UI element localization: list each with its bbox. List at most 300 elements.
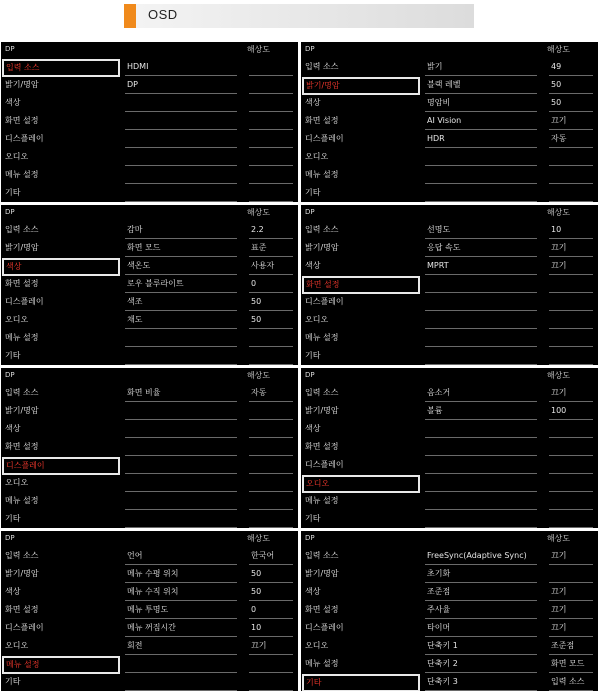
setting-value[interactable] xyxy=(549,95,593,112)
resolution-label: 해상도 xyxy=(546,534,570,543)
setting-value[interactable] xyxy=(249,638,293,655)
setting-value-text xyxy=(549,514,551,523)
menu-row xyxy=(1,222,298,240)
menu-item[interactable]: 색상 xyxy=(305,424,321,433)
menu-row xyxy=(1,602,298,620)
submenu-label: 화면 모드 xyxy=(127,243,161,252)
submenu-item[interactable] xyxy=(425,457,537,474)
submenu-item[interactable] xyxy=(425,584,537,601)
setting-value-text xyxy=(249,62,251,71)
setting-value[interactable] xyxy=(549,493,593,510)
menu-row xyxy=(1,113,298,131)
setting-value[interactable] xyxy=(549,403,593,420)
submenu-item[interactable] xyxy=(125,167,237,184)
menu-item[interactable]: 색상 xyxy=(5,587,21,596)
submenu-label xyxy=(125,514,127,523)
setting-value[interactable] xyxy=(549,185,593,202)
submenu-item[interactable] xyxy=(425,113,537,130)
submenu-label xyxy=(425,351,427,360)
setting-value[interactable] xyxy=(249,421,293,438)
menu-item[interactable]: 기타 xyxy=(5,677,21,686)
osd-panel-5 xyxy=(1,368,298,528)
setting-value-text xyxy=(549,442,551,451)
setting-value-text: 0 xyxy=(251,279,257,288)
submenu-item[interactable] xyxy=(125,330,237,347)
submenu-item[interactable] xyxy=(125,258,237,275)
menu-row xyxy=(301,167,598,185)
menu-item[interactable]: 메뉴 설정 xyxy=(305,496,339,505)
setting-value[interactable] xyxy=(549,276,593,293)
menu-item[interactable]: 메뉴 설정 xyxy=(305,659,339,668)
setting-value-text: 화면 모드 xyxy=(551,659,585,668)
submenu-item[interactable] xyxy=(425,185,537,202)
setting-value[interactable] xyxy=(549,548,593,565)
menu-item[interactable]: 화면 설정 xyxy=(305,442,339,451)
submenu-label: 음소거 xyxy=(427,388,451,397)
menu-row xyxy=(301,222,598,240)
submenu-item[interactable] xyxy=(125,95,237,112)
menu-item[interactable]: 화면 설정 xyxy=(5,442,39,451)
setting-value-text xyxy=(249,333,251,342)
submenu-label: 선명도 xyxy=(427,225,451,234)
setting-value[interactable] xyxy=(249,240,293,257)
submenu-label xyxy=(425,460,427,469)
setting-value-text: 자동 xyxy=(251,388,267,397)
menu-row xyxy=(1,294,298,312)
menu-item[interactable]: 밝기/명암 xyxy=(5,80,39,89)
submenu-item[interactable] xyxy=(425,674,537,691)
submenu-item[interactable] xyxy=(425,421,537,438)
setting-value[interactable] xyxy=(249,77,293,94)
menu-item[interactable]: 메뉴 설정 xyxy=(305,333,339,342)
submenu-item[interactable] xyxy=(425,59,537,76)
setting-value[interactable] xyxy=(249,439,293,456)
submenu-item[interactable] xyxy=(125,475,237,492)
submenu-item[interactable] xyxy=(125,185,237,202)
submenu-item[interactable] xyxy=(425,439,537,456)
menu-item[interactable]: 밝기/명암 xyxy=(5,569,39,578)
menu-item[interactable]: 메뉴 설정 xyxy=(5,333,39,342)
setting-value[interactable] xyxy=(549,59,593,76)
submenu-item[interactable] xyxy=(425,294,537,311)
menu-item[interactable]: 기타 xyxy=(305,514,321,523)
menu-row xyxy=(1,656,298,674)
setting-value-text: 50 xyxy=(251,587,262,596)
submenu-item[interactable] xyxy=(425,77,537,94)
menu-item[interactable]: 오디오 xyxy=(5,152,29,161)
menu-item[interactable]: 화면 설정 xyxy=(305,116,339,125)
submenu-label xyxy=(425,333,427,342)
submenu-item[interactable] xyxy=(125,312,237,329)
submenu-item[interactable] xyxy=(425,276,537,293)
input-source-label: DP xyxy=(305,371,315,379)
setting-value[interactable] xyxy=(549,584,593,601)
menu-row xyxy=(1,566,298,584)
setting-value[interactable] xyxy=(249,511,293,528)
submenu-label: 단축키 1 xyxy=(427,641,458,650)
submenu-item[interactable] xyxy=(125,131,237,148)
menu-item[interactable]: 디스플레이 xyxy=(305,460,344,469)
setting-value[interactable] xyxy=(549,330,593,347)
submenu-label: HDR xyxy=(427,134,445,143)
menu-item[interactable]: 색상 xyxy=(2,258,120,276)
setting-value[interactable] xyxy=(249,656,293,673)
submenu-label xyxy=(425,478,427,487)
submenu-item[interactable] xyxy=(125,222,237,239)
setting-value[interactable] xyxy=(249,185,293,202)
setting-value[interactable] xyxy=(249,131,293,148)
setting-value-text xyxy=(249,659,251,668)
menu-item[interactable]: 밝기/명암 xyxy=(305,243,339,252)
setting-value[interactable] xyxy=(549,348,593,365)
menu-row xyxy=(1,638,298,656)
submenu-item[interactable] xyxy=(425,475,537,492)
menu-item[interactable]: 기타 xyxy=(5,351,21,360)
setting-value[interactable] xyxy=(249,457,293,474)
submenu-item[interactable] xyxy=(125,638,237,655)
submenu-item[interactable] xyxy=(125,276,237,293)
setting-value[interactable] xyxy=(549,258,593,275)
menu-item[interactable]: 디스플레이 xyxy=(2,457,120,475)
setting-value-text: 끄기 xyxy=(551,551,567,560)
menu-item[interactable]: 메뉴 설정 xyxy=(305,170,339,179)
setting-value-text xyxy=(249,478,251,487)
resolution-label: 해상도 xyxy=(246,371,270,380)
menu-item[interactable]: 화면 설정 xyxy=(5,116,39,125)
menu-row xyxy=(301,674,598,691)
setting-value[interactable] xyxy=(549,294,593,311)
setting-value-text: 끄기 xyxy=(551,116,567,125)
submenu-label: 조준점 xyxy=(427,587,451,596)
submenu-item[interactable] xyxy=(425,131,537,148)
menu-row xyxy=(1,167,298,185)
menu-item[interactable]: 화면 설정 xyxy=(305,605,339,614)
setting-value[interactable] xyxy=(549,475,593,492)
setting-value-text: 조준점 xyxy=(551,641,575,650)
submenu-item[interactable] xyxy=(125,348,237,365)
submenu-item[interactable] xyxy=(125,584,237,601)
submenu-item[interactable] xyxy=(125,620,237,637)
setting-value-text: 끄기 xyxy=(551,605,567,614)
menu-row xyxy=(1,348,298,365)
submenu-item[interactable] xyxy=(125,59,237,76)
submenu-item[interactable] xyxy=(125,149,237,166)
setting-value-text xyxy=(249,152,251,161)
setting-value[interactable] xyxy=(549,674,593,691)
menu-item[interactable]: 화면 설정 xyxy=(302,276,420,294)
menu-row xyxy=(1,258,298,276)
setting-value-text: 입력 소스 xyxy=(551,677,585,686)
menu-item[interactable]: 색상 xyxy=(305,98,321,107)
menu-row xyxy=(301,240,598,258)
submenu-item[interactable] xyxy=(125,511,237,528)
menu-row xyxy=(1,403,298,421)
setting-value[interactable] xyxy=(249,59,293,76)
menu-item[interactable]: 색상 xyxy=(5,98,21,107)
menu-item[interactable]: 색상 xyxy=(5,424,21,433)
setting-value-text xyxy=(249,406,251,415)
submenu-item[interactable] xyxy=(425,258,537,275)
menu-row xyxy=(301,149,598,167)
menu-item[interactable]: 디스플레이 xyxy=(305,623,344,632)
menu-item[interactable]: 입력 소스 xyxy=(305,62,339,71)
menu-item[interactable]: 색상 xyxy=(305,261,321,270)
setting-value-text xyxy=(249,496,251,505)
submenu-item[interactable] xyxy=(425,385,537,402)
submenu-item[interactable] xyxy=(425,312,537,329)
menu-item[interactable]: 입력 소스 xyxy=(305,551,339,560)
setting-value[interactable] xyxy=(549,457,593,474)
submenu-item[interactable] xyxy=(425,493,537,510)
menu-item[interactable]: 밝기/명암 xyxy=(305,406,339,415)
menu-item[interactable]: 디스플레이 xyxy=(5,134,44,143)
setting-value-text xyxy=(549,496,551,505)
menu-row xyxy=(1,149,298,167)
setting-value[interactable] xyxy=(249,475,293,492)
menu-item[interactable]: 입력 소스 xyxy=(2,59,120,77)
menu-item[interactable]: 입력 소스 xyxy=(5,225,39,234)
submenu-label xyxy=(125,116,127,125)
setting-value[interactable] xyxy=(249,258,293,275)
menu-row xyxy=(301,421,598,439)
submenu-label: 명암비 xyxy=(427,98,451,107)
setting-value[interactable] xyxy=(549,149,593,166)
menu-item[interactable]: 입력 소스 xyxy=(5,551,39,560)
setting-value[interactable] xyxy=(549,131,593,148)
submenu-label xyxy=(125,170,127,179)
setting-value-text: 끄기 xyxy=(251,641,267,650)
submenu-item[interactable] xyxy=(125,385,237,402)
submenu-item[interactable] xyxy=(125,548,237,565)
menu-item[interactable]: 기타 xyxy=(305,188,321,197)
submenu-item[interactable] xyxy=(125,113,237,130)
menu-item[interactable]: 기타 xyxy=(302,674,420,691)
submenu-item[interactable] xyxy=(425,656,537,673)
menu-item[interactable]: 디스플레이 xyxy=(305,134,344,143)
setting-value[interactable] xyxy=(549,656,593,673)
submenu-label: 색조 xyxy=(127,297,143,306)
submenu-item[interactable] xyxy=(125,656,237,673)
setting-value[interactable] xyxy=(549,602,593,619)
submenu-item[interactable] xyxy=(425,620,537,637)
submenu-label xyxy=(125,424,127,433)
menu-row xyxy=(1,475,298,493)
setting-value[interactable] xyxy=(549,439,593,456)
submenu-label: 화면 비율 xyxy=(127,388,161,397)
menu-row xyxy=(301,385,598,403)
setting-value-text: 50 xyxy=(551,98,562,107)
osd-panels-grid xyxy=(0,39,600,689)
menu-item[interactable]: 메뉴 설정 xyxy=(2,656,120,674)
menu-item[interactable]: 색상 xyxy=(305,587,321,596)
menu-item[interactable]: 오디오 xyxy=(305,152,329,161)
setting-value[interactable] xyxy=(249,674,293,691)
setting-value[interactable] xyxy=(249,566,293,583)
setting-value-text: 100 xyxy=(551,406,567,415)
input-source-label: DP xyxy=(305,208,315,216)
setting-value[interactable] xyxy=(549,620,593,637)
menu-item[interactable]: 입력 소스 xyxy=(305,388,339,397)
submenu-item[interactable] xyxy=(125,602,237,619)
menu-item[interactable]: 기타 xyxy=(5,188,21,197)
submenu-label xyxy=(425,315,427,324)
menu-row xyxy=(301,330,598,348)
submenu-label: 타이머 xyxy=(427,623,451,632)
setting-value[interactable] xyxy=(549,385,593,402)
osd-header-bar xyxy=(124,4,474,28)
menu-item[interactable]: 오디오 xyxy=(5,315,29,324)
submenu-label xyxy=(425,424,427,433)
submenu-item[interactable] xyxy=(125,421,237,438)
header-accent xyxy=(124,4,136,28)
menu-row xyxy=(1,185,298,202)
submenu-label: HDMI xyxy=(127,62,149,71)
menu-item[interactable]: 디스플레이 xyxy=(5,297,44,306)
submenu-item[interactable] xyxy=(125,439,237,456)
setting-value[interactable] xyxy=(549,638,593,655)
setting-value-text xyxy=(249,460,251,469)
menu-item[interactable]: 기타 xyxy=(5,514,21,523)
setting-value[interactable] xyxy=(249,149,293,166)
setting-value[interactable] xyxy=(549,222,593,239)
setting-value[interactable] xyxy=(249,330,293,347)
menu-item[interactable]: 입력 소스 xyxy=(5,388,39,397)
resolution-label: 해상도 xyxy=(246,208,270,217)
setting-value[interactable] xyxy=(249,602,293,619)
submenu-label xyxy=(425,496,427,505)
submenu-label: 볼륨 xyxy=(427,406,443,415)
submenu-item[interactable] xyxy=(425,548,537,565)
submenu-item[interactable] xyxy=(425,511,537,528)
menu-item[interactable]: 밝기/명암 xyxy=(302,77,420,95)
setting-value[interactable] xyxy=(549,511,593,528)
setting-value[interactable] xyxy=(249,167,293,184)
menu-row xyxy=(301,403,598,421)
submenu-item[interactable] xyxy=(125,493,237,510)
submenu-item[interactable] xyxy=(125,566,237,583)
setting-value[interactable] xyxy=(249,493,293,510)
menu-item[interactable]: 메뉴 설정 xyxy=(5,170,39,179)
menu-row xyxy=(1,240,298,258)
submenu-label: MPRT xyxy=(427,261,449,270)
submenu-item[interactable] xyxy=(425,330,537,347)
setting-value-text: 0 xyxy=(251,605,257,614)
menu-item[interactable]: 오디오 xyxy=(5,478,29,487)
osd-panel-1 xyxy=(1,42,298,202)
submenu-item[interactable] xyxy=(425,95,537,112)
submenu-item[interactable] xyxy=(425,348,537,365)
submenu-label: 메뉴 수평 위치 xyxy=(127,569,179,578)
menu-item[interactable]: 디스플레이 xyxy=(305,297,344,306)
menu-row xyxy=(301,638,598,656)
setting-value[interactable] xyxy=(249,385,293,402)
submenu-item[interactable] xyxy=(425,149,537,166)
setting-value-text: 한국어 xyxy=(251,551,275,560)
submenu-item[interactable] xyxy=(425,566,537,583)
setting-value[interactable] xyxy=(549,566,593,583)
setting-value-text: 10 xyxy=(551,225,562,234)
submenu-item[interactable] xyxy=(425,222,537,239)
setting-value[interactable] xyxy=(549,240,593,257)
setting-value-text xyxy=(549,478,551,487)
menu-item[interactable]: 밝기/명암 xyxy=(5,243,39,252)
menu-item[interactable]: 화면 설정 xyxy=(5,279,39,288)
setting-value[interactable] xyxy=(249,312,293,329)
input-source-label: DP xyxy=(5,45,15,53)
menu-item[interactable]: 디스플레이 xyxy=(5,623,44,632)
setting-value[interactable] xyxy=(249,294,293,311)
menu-row xyxy=(301,439,598,457)
setting-value-text xyxy=(549,424,551,433)
menu-item[interactable]: 오디오 xyxy=(5,641,29,650)
menu-item[interactable]: 기타 xyxy=(305,351,321,360)
submenu-item[interactable] xyxy=(125,457,237,474)
setting-value[interactable] xyxy=(549,113,593,130)
resolution-label: 해상도 xyxy=(546,371,570,380)
menu-item[interactable]: 오디오 xyxy=(305,315,329,324)
menu-item[interactable]: 오디오 xyxy=(305,641,329,650)
menu-row xyxy=(1,548,298,566)
osd-panel-7 xyxy=(1,531,298,691)
menu-item[interactable]: 메뉴 설정 xyxy=(5,496,39,505)
submenu-item[interactable] xyxy=(125,674,237,691)
setting-value[interactable] xyxy=(249,584,293,601)
setting-value[interactable] xyxy=(549,421,593,438)
setting-value[interactable] xyxy=(249,403,293,420)
submenu-label: 메뉴 수직 위치 xyxy=(127,587,179,596)
submenu-item[interactable] xyxy=(125,77,237,94)
setting-value[interactable] xyxy=(549,77,593,94)
setting-value[interactable] xyxy=(249,276,293,293)
setting-value[interactable] xyxy=(249,222,293,239)
setting-value-text xyxy=(249,677,251,686)
setting-value[interactable] xyxy=(249,620,293,637)
setting-value[interactable] xyxy=(249,113,293,130)
resolution-label: 해상도 xyxy=(246,45,270,54)
setting-value[interactable] xyxy=(549,167,593,184)
menu-row xyxy=(301,77,598,95)
submenu-item[interactable] xyxy=(125,240,237,257)
submenu-item[interactable] xyxy=(425,167,537,184)
setting-value[interactable] xyxy=(249,95,293,112)
menu-item[interactable]: 입력 소스 xyxy=(305,225,339,234)
submenu-label: 채도 xyxy=(127,315,143,324)
setting-value-text: 49 xyxy=(551,62,562,71)
submenu-item[interactable] xyxy=(125,403,237,420)
setting-value[interactable] xyxy=(249,548,293,565)
resolution-label: 해상도 xyxy=(546,45,570,54)
menu-row xyxy=(301,620,598,638)
setting-value-text xyxy=(549,297,551,306)
menu-item[interactable]: 밝기/명암 xyxy=(5,406,39,415)
submenu-label xyxy=(425,170,427,179)
menu-row xyxy=(1,674,298,691)
menu-row xyxy=(1,421,298,439)
menu-item[interactable]: 화면 설정 xyxy=(5,605,39,614)
menu-item[interactable]: 오디오 xyxy=(302,475,420,493)
setting-value[interactable] xyxy=(549,312,593,329)
submenu-item[interactable] xyxy=(125,294,237,311)
input-source-label: DP xyxy=(305,534,315,542)
submenu-item[interactable] xyxy=(425,602,537,619)
menu-item[interactable]: 밝기/명암 xyxy=(305,569,339,578)
setting-value-text xyxy=(549,279,551,288)
menu-row xyxy=(301,548,598,566)
submenu-item[interactable] xyxy=(425,240,537,257)
submenu-item[interactable] xyxy=(425,403,537,420)
setting-value[interactable] xyxy=(249,348,293,365)
submenu-item[interactable] xyxy=(425,638,537,655)
